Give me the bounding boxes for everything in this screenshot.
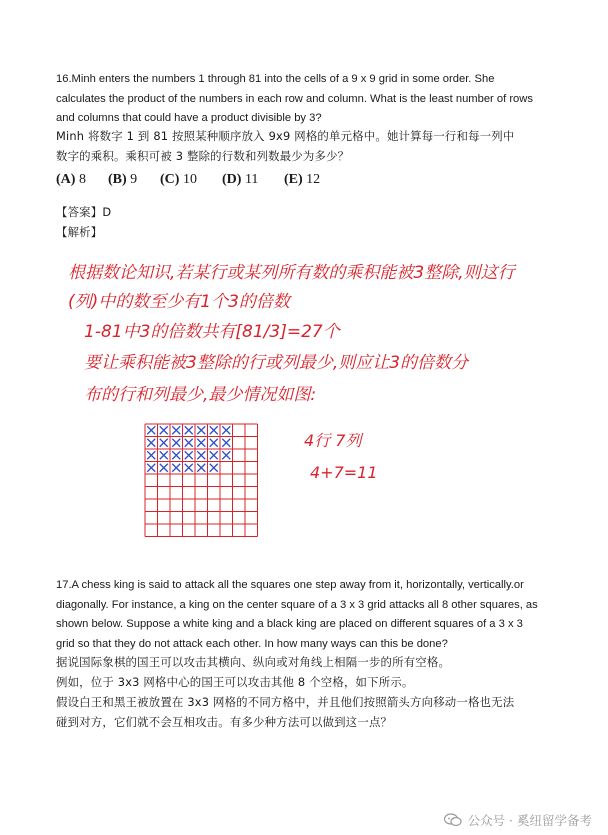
x-mark bbox=[147, 426, 155, 434]
x-mark bbox=[210, 451, 218, 459]
x-mark bbox=[222, 426, 230, 434]
x-mark bbox=[185, 464, 193, 472]
q16-en-line: 16.Minh enters the numbers 1 through 81 into the cells of a 9 x 9 grid in some order. She bbox=[56, 73, 495, 85]
hand-line: 要让乘积能被3整除的行或列最少,则应让3的倍数分 bbox=[84, 353, 469, 373]
answer-label: 【答案】D bbox=[56, 205, 112, 219]
q16-en-line: and columns that could have a product divisible by 3? bbox=[56, 112, 322, 125]
choice-c: (C) 10 bbox=[160, 172, 197, 187]
q17-english bbox=[56, 576, 556, 654]
x-mark bbox=[172, 439, 180, 447]
x-mark bbox=[172, 464, 180, 472]
q17-zh-line: 例如，位于 3x3 网格中心的国王可以攻击其他 8 个空格，如下所示。 bbox=[56, 675, 414, 689]
x-mark bbox=[197, 439, 205, 447]
watermark bbox=[444, 811, 592, 829]
wechat-icon bbox=[444, 813, 462, 827]
q17-en-line: grid so that they do not attack each other. In how many ways can this be done? bbox=[56, 637, 448, 650]
x-mark bbox=[210, 464, 218, 472]
x-mark bbox=[197, 464, 205, 472]
x-mark bbox=[160, 426, 168, 434]
x-mark bbox=[222, 451, 230, 459]
q17-zh-line: 据说国际象棋的国王可以攻击其横向、纵向或对角线上相隔一步的所有空格。 bbox=[56, 655, 451, 669]
hand-line: 根据数论知识,若某行或某列所有数的乘积能被3整除,则这行 bbox=[68, 263, 515, 283]
x-mark bbox=[147, 451, 155, 459]
analysis-label: 【解析】 bbox=[56, 225, 103, 239]
x-mark bbox=[210, 439, 218, 447]
side-note-sum: 4+7=11 bbox=[310, 463, 378, 482]
x-mark bbox=[185, 439, 193, 447]
hand-line: 布的行和列最少,最少情况如图: bbox=[84, 385, 317, 405]
x-mark bbox=[185, 426, 193, 434]
x-mark bbox=[172, 451, 180, 459]
q17-en-line: shown below. Suppose a white king and a black king are placed on different squares of a 3 x 3 bbox=[56, 618, 523, 631]
x-mark bbox=[185, 451, 193, 459]
x-mark bbox=[197, 451, 205, 459]
x-mark bbox=[210, 426, 218, 434]
x-mark bbox=[197, 426, 205, 434]
q17-zh-line: 假设白王和黑王被放置在 3x3 网格的不同方格中，并且他们按照箭头方向移动一格也无法 bbox=[56, 695, 515, 709]
watermark-text: 公众号 · 奚纽留学备考 bbox=[467, 813, 592, 828]
x-mark bbox=[172, 426, 180, 434]
x-mark bbox=[147, 464, 155, 472]
q17-chinese bbox=[56, 652, 556, 732]
q16-en-line: calculates the product of the numbers in each row and column. What is the least number of rows bbox=[56, 92, 533, 105]
choice-a: (A) 8 bbox=[56, 172, 86, 187]
choice-d: (D) 11 bbox=[222, 172, 259, 187]
x-mark bbox=[160, 451, 168, 459]
q17-en-line: diagonally. For instance, a king on the center square of a 3 x 3 grid attacks all 8 other squares, as bbox=[56, 598, 538, 611]
x-mark bbox=[147, 439, 155, 447]
hand-line: (列)中的数至少有1个3的倍数 bbox=[68, 292, 290, 312]
q17-en-line: 17.A chess king is said to attack all the squares one step away from it, horizontally, vertically.or bbox=[56, 579, 524, 591]
choice-b: (B) 9 bbox=[108, 172, 138, 187]
q17-zh-line: 碰到对方，它们就不会互相攻击。有多少种方法可以做到这一点？ bbox=[56, 715, 393, 729]
handwritten-lines bbox=[68, 263, 517, 482]
x-mark bbox=[222, 439, 230, 447]
x-mark bbox=[160, 439, 168, 447]
side-note-rows-cols: 4行 7列 bbox=[304, 431, 362, 450]
x-mark bbox=[160, 464, 168, 472]
q16-zh-line: 数字的乘积。乘积可被 3 整除的行数和列数最少为多少？ bbox=[56, 149, 350, 163]
hand-line: 1-81中3的倍数共有[81/3]=27个 bbox=[84, 322, 340, 342]
q16-zh-line: Minh 将数字 1 到 81 按照某种顺序放入 9x9 网格的单元格中。她计算每一行和每一列中 bbox=[56, 129, 515, 143]
choice-e: (E) 12 bbox=[284, 172, 321, 187]
